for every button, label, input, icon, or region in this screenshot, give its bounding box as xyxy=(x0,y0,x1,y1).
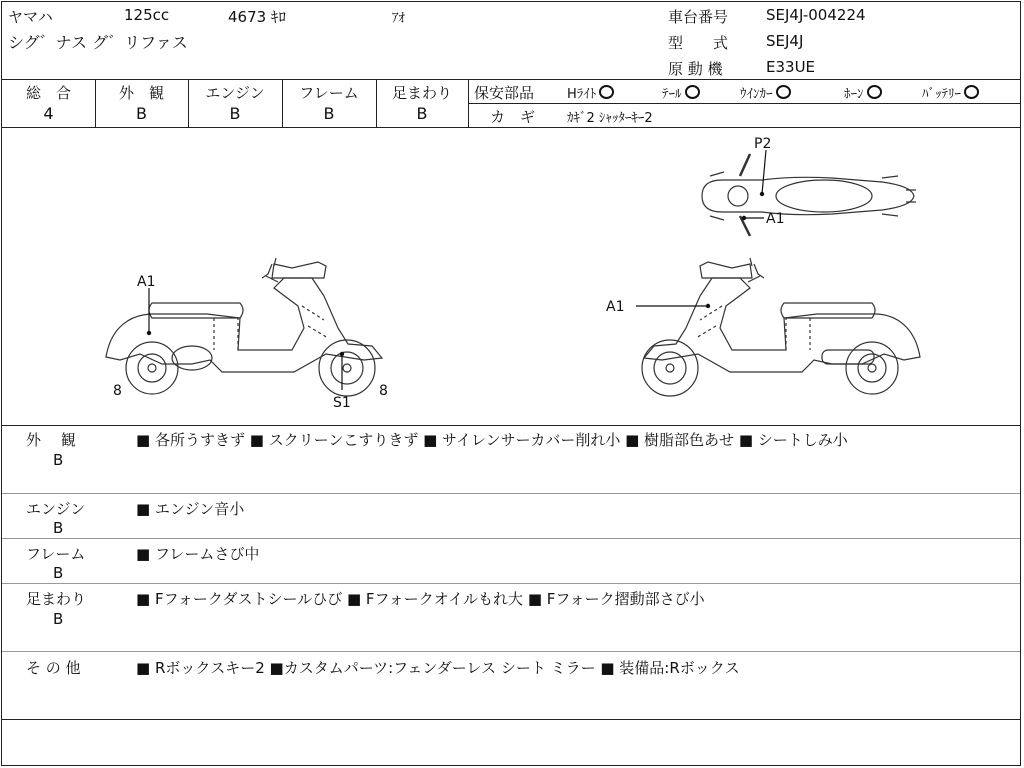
damage-marker xyxy=(340,352,344,356)
key-label: カ ギ xyxy=(490,108,536,126)
mileage: 4673 ｷﾛ xyxy=(228,8,286,26)
maker-name: ヤマハ xyxy=(8,8,53,26)
note-other-text: ■ Rボックスキー2 ■カスタムパーツ:フェンダーレス シート ミラー ■ 装備品:Rボックス xyxy=(136,659,740,677)
note-suspension-grade: B xyxy=(53,610,64,628)
note-exterior-text: ■ 各所うすきず ■ スクリーンこすりきず ■ サイレンサーカバー削れ小 ■ 樹脂部色あせ ■ シートしみ小 xyxy=(136,431,848,449)
model-type-value: SEJ4J xyxy=(766,32,804,50)
safety-tail xyxy=(662,83,700,102)
note-frame-label: フレーム xyxy=(26,545,86,563)
model-name: シグ゛ナス グ゛リファス xyxy=(8,33,188,52)
ok-circle-icon xyxy=(599,85,614,99)
safety-headlight xyxy=(567,83,614,102)
ok-circle-icon xyxy=(685,85,700,99)
safety-battery-label: ﾊﾞｯﾃﾘｰ xyxy=(922,87,961,102)
exterior-grade-label: 外 観 xyxy=(118,84,164,102)
chassis-number-value: SEJ4J-004224 xyxy=(766,6,866,24)
safety-horn-label: ﾎｰﾝ xyxy=(844,87,864,102)
divider xyxy=(2,651,1020,652)
note-engine-text: ■ エンジン音小 xyxy=(136,500,245,518)
damage-marker xyxy=(742,216,746,220)
damage-marker xyxy=(760,192,764,196)
divider xyxy=(2,538,1020,539)
note-engine-grade: B xyxy=(53,519,64,537)
divider xyxy=(2,425,1020,426)
note-frame-grade: B xyxy=(53,564,64,582)
engine-model-label: 原 動 機 xyxy=(668,60,723,78)
leader-line xyxy=(762,150,766,194)
engine-model-value: E33UE xyxy=(766,58,816,76)
safety-parts-label: 保安部品 xyxy=(474,84,535,102)
note-exterior-label: 外 観 xyxy=(26,431,76,449)
safety-tail-label: ﾃｰﾙ xyxy=(662,87,682,102)
divider xyxy=(2,719,1020,720)
key-value: ｶｷﾞ2 ｼｬｯﾀｰｷｰ2 xyxy=(567,111,653,126)
damage-marker xyxy=(706,304,710,308)
ok-circle-icon xyxy=(964,85,979,99)
scooter-top-view xyxy=(702,154,916,236)
suspension-grade-value: B xyxy=(416,104,428,123)
note-other-label: そ の 他 xyxy=(26,659,81,677)
safety-winker-label: ｳｲﾝｶｰ xyxy=(740,87,773,102)
diagram-label-s1: S1 xyxy=(333,395,351,411)
divider xyxy=(468,103,1020,104)
exterior-grade-value: B xyxy=(136,104,147,123)
ok-circle-icon xyxy=(776,85,791,99)
damage-marker xyxy=(147,331,151,335)
safety-battery xyxy=(922,83,979,102)
frame-grade-value: B xyxy=(323,104,335,123)
safety-headlight-label: Hﾗｲﾄ xyxy=(567,87,597,102)
suspension-grade-label: 足まわり xyxy=(391,84,452,102)
diagram-label-a1-right: A1 xyxy=(606,299,625,315)
color: ｱｵ xyxy=(392,11,405,26)
note-exterior-grade: B xyxy=(53,451,64,469)
engine-grade-value: B xyxy=(229,104,241,123)
divider xyxy=(2,79,1020,80)
note-suspension-text: ■ Fフォークダストシールひび ■ Fフォークオイルもれ大 ■ Fフォーク摺動部さび小 xyxy=(136,590,705,608)
overall-grade-label: 総 合 xyxy=(25,84,71,102)
frame-grade-label: フレーム xyxy=(299,84,359,102)
note-suspension-label: 足まわり xyxy=(26,590,87,608)
scooter-right-view xyxy=(642,258,920,396)
chassis-number-label: 車台番号 xyxy=(668,8,729,26)
divider xyxy=(2,583,1020,584)
diagram-label-8-rear: 8 xyxy=(379,383,388,399)
model-type-label: 型 式 xyxy=(668,34,729,52)
safety-horn xyxy=(844,83,882,102)
overall-grade-value: 4 xyxy=(43,104,54,123)
damage-diagram xyxy=(2,128,1020,425)
diagram-label-8-front: 8 xyxy=(113,383,122,399)
note-frame-text: ■ フレームさび中 xyxy=(136,545,260,563)
inspection-sheet xyxy=(1,1,1021,766)
engine-grade-label: エンジン xyxy=(205,84,265,102)
note-engine-label: エンジン xyxy=(26,500,86,518)
safety-winker xyxy=(740,83,791,102)
displacement: 125cc xyxy=(124,6,170,24)
divider xyxy=(2,493,1020,494)
diagram-label-a1-left: A1 xyxy=(137,274,156,290)
diagram-label-a1-top: A1 xyxy=(766,211,785,227)
diagram-label-p2: P2 xyxy=(754,136,772,152)
ok-circle-icon xyxy=(867,85,882,99)
